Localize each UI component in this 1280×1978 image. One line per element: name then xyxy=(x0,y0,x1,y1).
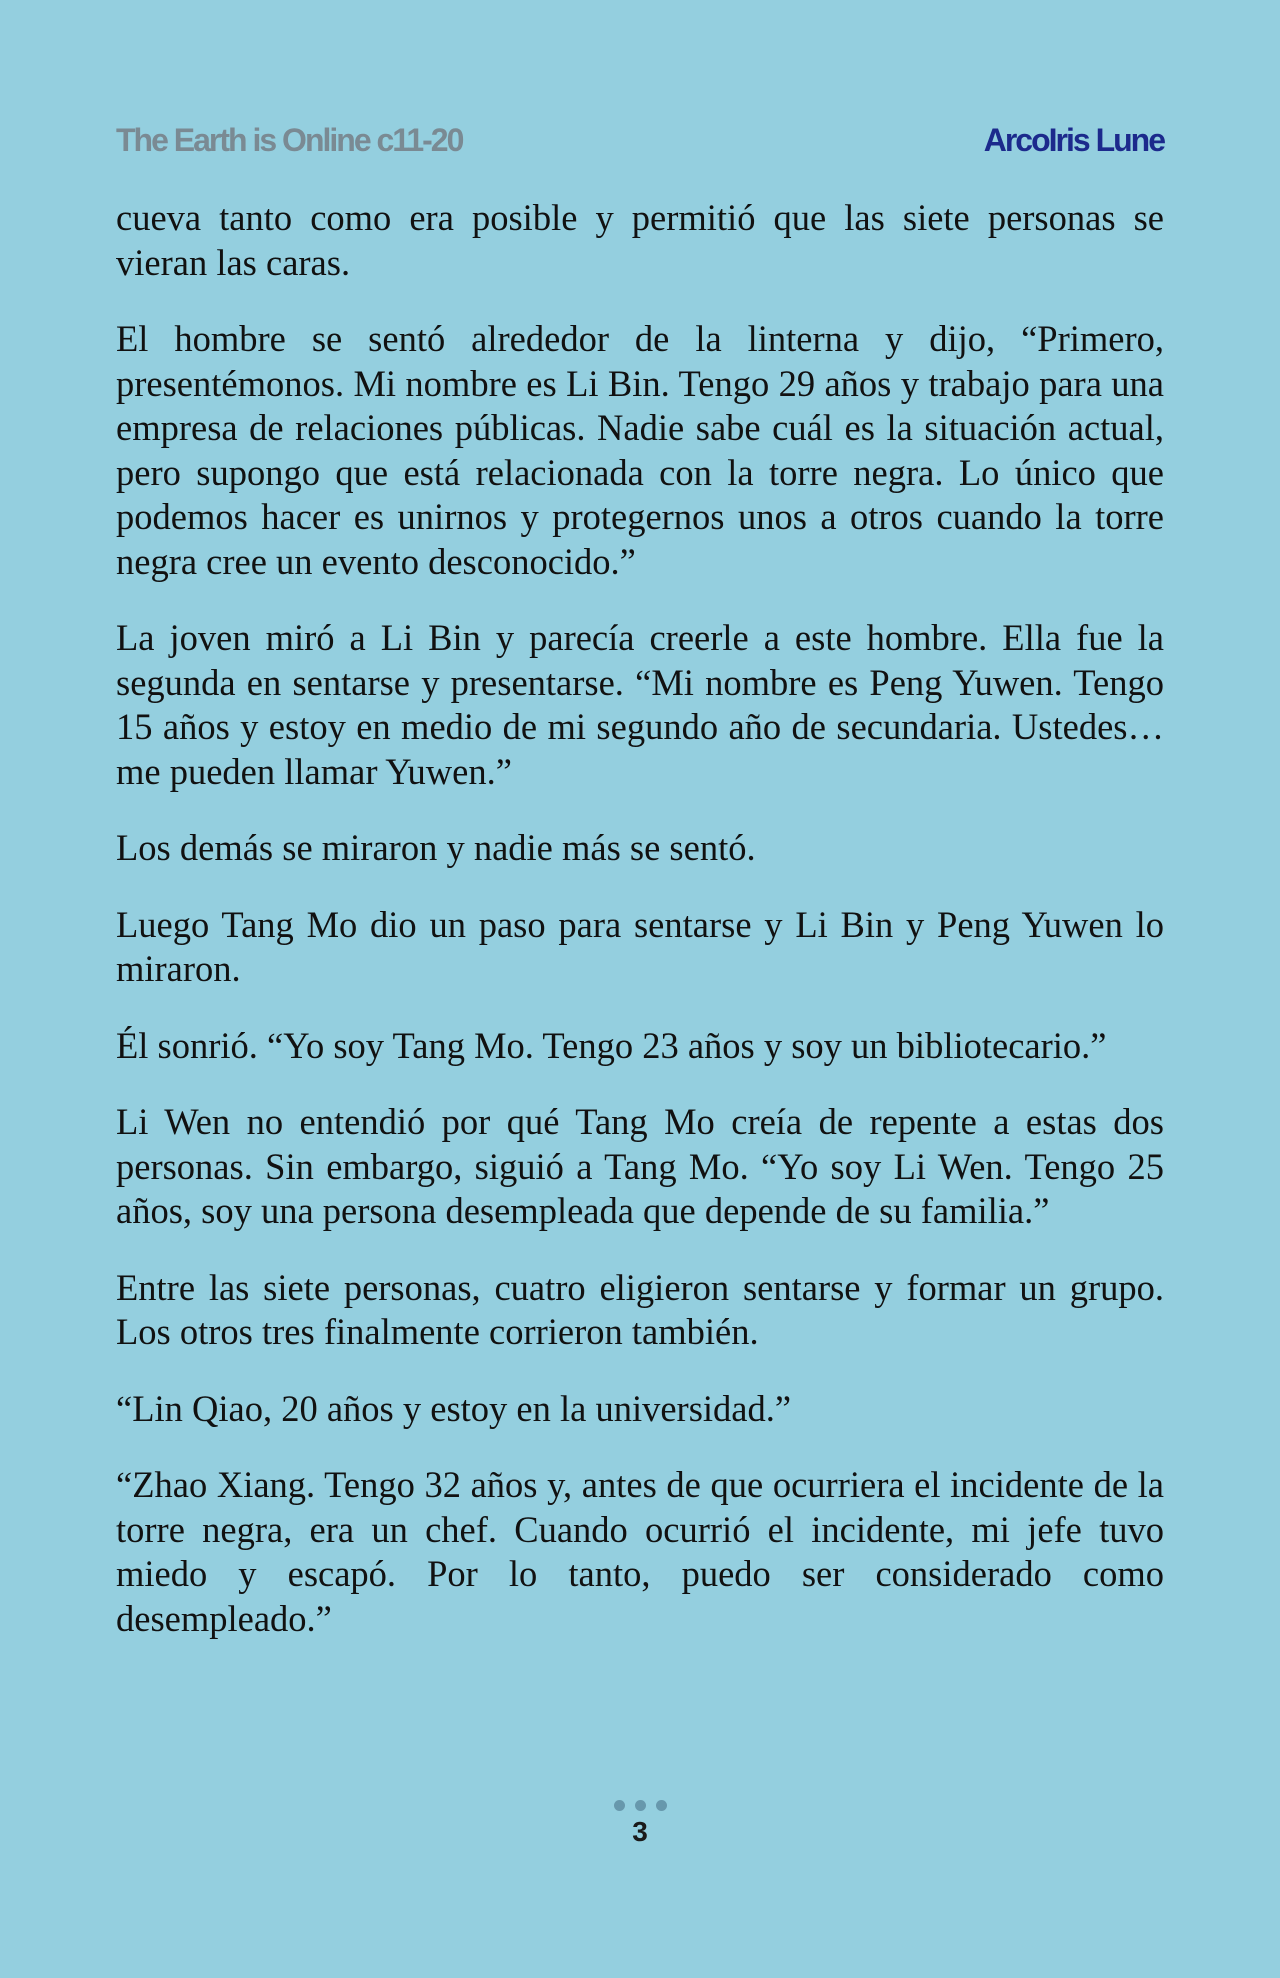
paragraph: Los demás se miraron y nadie más se sentó. xyxy=(116,827,756,868)
dot-icon xyxy=(614,1800,625,1811)
paragraph: cueva tanto como era posible y permitió que las siete personas se vieran las caras. xyxy=(116,197,1164,283)
book-title-chapter: The Earth is Online c11-20 xyxy=(116,121,463,158)
dot-icon xyxy=(656,1800,667,1811)
paragraph: Entre las siete personas, cuatro eligieron sentarse y formar un grupo. Los otros tres finalmente corrieron también. xyxy=(116,1266,1164,1352)
paragraph: “Zhao Xiang. Tengo 32 años y, antes de que ocurriera el incidente de la torre negra, era un chef. Cuando ocurrió el incidente, mi jefe tuvo miedo y escapó. Por lo tanto, puedo ser considerado como desempleado.” xyxy=(116,1464,1164,1639)
paragraph: “Lin Qiao, 20 años y estoy en la universidad.” xyxy=(116,1387,792,1429)
page-body xyxy=(116,196,1164,1673)
paragraph: La joven miró a Li Bin y parecía creerle a este hombre. Ella fue la segunda en sentarse y presentarse. “Mi nombre es Peng Yuwen. Tengo 15 años y estoy en medio de mi segundo año de secundaria. Ustedes… me pueden llamar Yuwen.” xyxy=(116,617,1164,792)
paragraph: Li Wen no entendió por qué Tang Mo creía de repente a estas dos personas. Sin embargo, siguió a Tang Mo. “Yo soy Li Wen. Tengo 25 años, soy una persona desempleada que depende de su familia.” xyxy=(116,1101,1164,1231)
page-footer xyxy=(0,1800,1280,1848)
page-number: 3 xyxy=(632,1816,648,1847)
dot-icon xyxy=(635,1800,646,1811)
page-header xyxy=(116,118,1164,162)
paragraph: Luego Tang Mo dio un paso para sentarse y Li Bin y Peng Yuwen lo miraron. xyxy=(116,903,1164,989)
translator-credit: ArcoIris Lune xyxy=(983,121,1164,158)
decorative-dots xyxy=(0,1800,1280,1812)
paragraph: Él sonrió. “Yo soy Tang Mo. Tengo 23 años y soy un bibliotecario.” xyxy=(116,1024,1107,1066)
paragraph: El hombre se sentó alrededor de la linterna y dijo, “Primero, presentémonos. Mi nombre es Li Bin. Tengo 29 años y trabajo para una empresa de relaciones públicas. Nadie sabe cuál es la situación actual, pero supongo que está relacionada con la torre negra. Lo único que podemos hacer es unirnos y protegernos unos a otros cuando la torre negra cree un evento desconocido.” xyxy=(116,318,1164,582)
